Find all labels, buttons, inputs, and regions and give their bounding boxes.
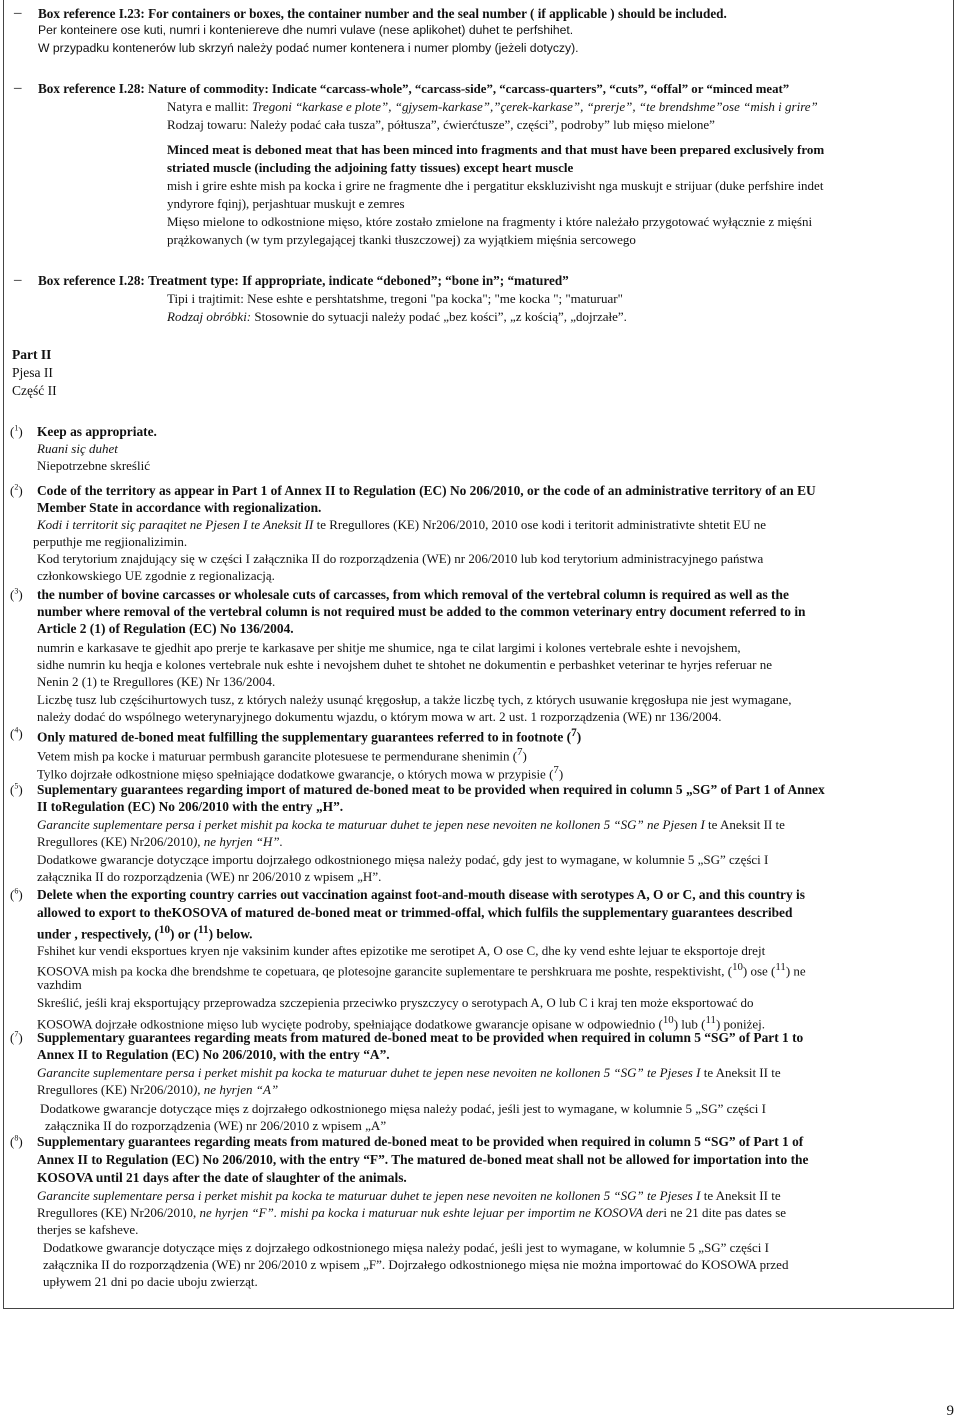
footnote-3-sq-3: Nenin 2 (1) te Rregullores (KE) Nr 136/2004. bbox=[37, 674, 276, 689]
footnote-4-sq: Vetem mish pa kocke i maturuar permbush garancite plotesuese te permendurane shenimin ($^7$) bbox=[37, 746, 527, 764]
footnote-2-pl-1: Kod terytorium znajdujący się w części I załącznika II do rozporządzenia (WE) nr 206/2010 lub kod terytorium administracyjnego państwa bbox=[37, 551, 764, 566]
footnote-6-sq-1: Fshihet kur vendi eksportues kryen nje vaksinim kunder aftes epizotike me serotipet A, O ose C, dhe ky vend eshte lejuar te eksportoje drejt bbox=[37, 943, 766, 958]
box-i28-treatment-sq: Tipi i trajtimit: Nese eshte e pershtatshme, tregoni "pa kocka"; "me kocka "; "maturuar" bbox=[167, 291, 623, 306]
box-i28-treatment-heading: Box reference I.28: Treatment type: If appropriate, indicate “deboned”; “bone in”; “matured” bbox=[38, 273, 569, 288]
box-i28-nature-sq: Natyra e mallit: Tregoni “karkase e plote”, “gjysem-karkase”,”çerek-karkase”, “prerje”, “te brendshme”ose “mish i grire” bbox=[167, 99, 818, 114]
footnote-4-en: Only matured de-boned meat fulfilling the supplementary guarantees referred to in footnote ($^7$) bbox=[37, 727, 582, 745]
box-i23-heading: Box reference I.23: For containers or boxes, the container number and the seal number ( if applicable ) should be included. bbox=[38, 6, 727, 21]
footnote-8-sq-3: therjes se kafsheve. bbox=[37, 1222, 139, 1237]
footnote-mark: ($^6$) bbox=[10, 886, 23, 902]
footnote-1-sq: Ruani siç duhet bbox=[37, 441, 118, 456]
box-i28-nature-pl: Rodzaj towaru: Należy podać cała tusza”, półtusza”, ćwierćtusze”, części”, podroby” lub mięso mielone” bbox=[167, 117, 715, 132]
footnote-8-en-1: Supplementary guarantees regarding meats from matured de-boned meat to be provided when required in column 5 “SG” of Part 1 of bbox=[37, 1134, 804, 1149]
footnote-mark: ($^4$) bbox=[10, 725, 23, 741]
bullet-dash: – bbox=[14, 272, 22, 288]
minced-meat-def-en-1: Minced meat is deboned meat that has been minced into fragments and that must have been prepared exclusively from bbox=[167, 142, 825, 157]
footnote-mark: ($^1$) bbox=[10, 423, 23, 439]
box-i23-sq: Per konteinere ose kuti, numri i kontenierеve dhe numri vulave (nese aplikohet) duhet te perfshihet. bbox=[38, 23, 574, 37]
footnote-6-en-1: Delete when the exporting country carries out vaccination against foot-and-mouth disease with serotypes A, O or C, and this country is bbox=[37, 887, 805, 902]
footnote-mark: ($^7$) bbox=[10, 1029, 23, 1045]
box-i28-treatment-pl: Rodzaj obróbki: Stosownie do sytuacji należy podać „bez kości”, „z kością”, „dojrzałe”. bbox=[167, 309, 627, 324]
footnote-5-sq-1: Garancite suplementare persa i perket mishit pa kocka te maturuar duhet te jepen nese nevoiten ne kollonen 5 “SG” ne Pjesen I te Aneksit II te bbox=[37, 817, 785, 832]
footnote-5-pl-1: Dodatkowe gwarancje dotyczące importu dojrzałego odkostnionego mięsa należy podać, gdy jest to wymagane, w kolumnie 5 „SG” części I bbox=[37, 852, 769, 867]
footnote-mark: ($^2$) bbox=[10, 482, 23, 498]
footnote-7-en-1: Supplementary guarantees regarding meats from matured de-boned meat to be provided when required in column 5 “SG” of Part 1 to bbox=[37, 1030, 804, 1045]
footnote-8-sq-1: Garancite suplementare persa i perket mishit pa kocka te maturuar duhet te jepen nese nevoiten ne kollonen 5 “SG” te Pjeses I te Aneksit II te bbox=[37, 1188, 781, 1203]
box-i23-pl: W przypadku kontenerów lub skrzyń należy podać numer kontenera i numer plomby (jeżeli dotyczy). bbox=[38, 41, 579, 55]
footnote-2-sq-1: Kodi i territorit siç paraqitet ne Pjesen I te Aneksit II te Rregullores (KE) Nr206/2010, 2010 ose kodi i teritorit administrativte shtetit EU ne bbox=[37, 517, 767, 532]
footnote-7-sq-2: Rregullores (KE) Nr206/2010), ne hyrjen “A” bbox=[37, 1082, 279, 1097]
footnote-3-en-1: the number of bovine carcasses or wholesale cuts of carcasses, from which removal of the vertebral column is required as well as the bbox=[37, 587, 789, 602]
footnote-1-en: Keep as appropriate. bbox=[37, 424, 157, 439]
footnote-8-pl-3: upływem 21 dni po dacie uboju zwierząt. bbox=[43, 1274, 258, 1289]
footnote-7-en-2: Annex II to Regulation (EC) No 206/2010, with the entry “A”. bbox=[37, 1047, 390, 1062]
part-ii-en: Part II bbox=[12, 347, 52, 362]
minced-meat-def-sq-1: mish i grire eshte mish pa kocka i grire ne fragmente dhe i pergatitur ekskluzivisht nga muskujt e strijuar (duke perfshire indet bbox=[167, 178, 824, 193]
minced-meat-def-pl-2: prążkowanych (w tym przylegającej tkanki tłuszczowej) za wyjątkiem mięśnia sercowego bbox=[167, 232, 636, 247]
footnote-1-pl: Niepotrzebne skreślić bbox=[37, 458, 150, 473]
footnote-3-pl-1: Liczbę tusz lub częścihurtowych tusz, z których należy usunąć kręgosłup, a także liczbę tych, z których usuwanie kręgosłupa nie jest wymagane, bbox=[37, 692, 792, 707]
footnote-2-en-1: Code of the territory as appear in Part 1 of Annex II to Regulation (EC) No 206/2010, or the code of an administrative territory of an EU bbox=[37, 483, 816, 498]
footnote-3-en-3: Article 2 (1) of Regulation (EC) No 136/2004. bbox=[37, 621, 294, 636]
footnote-8-pl-2: załącznika II do rozporządzenia (WE) nr 206/2010 z wpisem „F”. Dojrzałego odkostnionego mięsa nie można importować do KOSOWA przed bbox=[43, 1257, 789, 1272]
footnote-7-pl-2: załącznika II do rozporządzenia (WE) nr 206/2010 z wpisem „A” bbox=[45, 1118, 387, 1133]
footnote-5-sq-2: Rregullores (KE) Nr206/2010), ne hyrjen “H”. bbox=[37, 834, 283, 849]
footnote-2-sq-2: perputhje me regjionalizimin. bbox=[33, 534, 188, 549]
footnote-3-en-2: number where removal of the vertebral column is not required must be added to the common veterinary entry document referred to in bbox=[37, 604, 806, 619]
footnote-4-pl: Tylko dojrzałe odkostnione mięso spełniające dodatkowe gwarancje, o których mowa w przypisie ($^7$) bbox=[37, 764, 564, 782]
footnote-6-en-2: allowed to export to theKOSOVA of matured de-boned meat or trimmed-offal, which fulfils the supplementary guarantees described bbox=[37, 905, 793, 920]
minced-meat-def-pl-1: Mięso mielone to odkostnione mięso, które zostało zmielone na fragmenty i które należało przygotować wyłącznie z mięśni bbox=[167, 214, 813, 229]
footnote-mark: ($^5$) bbox=[10, 781, 23, 797]
footnote-8-en-2: Annex II to Regulation (EC) No 206/2010, with the entry “F”. The matured de-boned meat shall not be allowed for importation into the bbox=[37, 1152, 809, 1167]
bullet-dash: – bbox=[14, 5, 22, 21]
footnote-8-sq-2: Rregullores (KE) Nr206/2010, ne hyrjen “F”. mishi pa kocka i maturuar nuk eshte lejuar per importim ne KOSOVA deri ne 21 dite pas dates se bbox=[37, 1205, 787, 1220]
page-number: 9 bbox=[946, 1403, 954, 1419]
footnote-mark: ($^3$) bbox=[10, 586, 23, 602]
footnote-2-pl-2: członkowskiego UE zgodnie z regionalizacją. bbox=[37, 568, 275, 583]
footnote-6-sq-3: vazhdim bbox=[37, 977, 82, 992]
footnote-3-sq-2: sidhe numrin ku heqja e kolones vertebrale nuk eshte i nevojshem duhet te shtohet ne dokumentin e perbashket veterinar te hyrjes referuar ne bbox=[37, 657, 772, 672]
footnote-6-en-3: under , respectively, ($^{10}$) or ($^{11}$) below. bbox=[37, 924, 253, 942]
bullet-dash: – bbox=[14, 80, 22, 96]
footnote-5-pl-2: załącznika II do rozporządzenia (WE) nr 206/2010 z wpisem „H”. bbox=[37, 869, 382, 884]
box-i28-nature-heading: Box reference I.28: Nature of commodity: Indicate “carcass-whole”, “carcass-side”, “carcass-quarters”, “cuts”, “offal” or “minced meat” bbox=[38, 81, 790, 96]
footnote-8-pl-1: Dodatkowe gwarancje dotyczące mięs z dojrzałego odkostnionego mięsa należy podać, jeśli jest to wymagane, w kolumnie 5 „SG” części I bbox=[43, 1240, 769, 1255]
footnote-mark: ($^8$) bbox=[10, 1133, 23, 1149]
footnote-6-pl-2: KOSOWA dojrzałe odkostnione mięso lub wycięte podroby, spełniające dodatkowe gwarancje opisane w odpowiednio ($^{10}$) lub ($^{11}$) poniżej. bbox=[37, 1014, 766, 1032]
footnote-2-en-2: Member State in accordance with regionalization. bbox=[37, 500, 322, 515]
minced-meat-def-sq-2: yndyrore fqinj), perjashtuar muskujt e zemres bbox=[167, 196, 405, 211]
footnote-3-pl-2: należy dodać do wspólnego weterynaryjnego dokumentu wjazdu, o którym mowa w art. 2 ust. 1 rozporządzenia (WE) nr 136/2004. bbox=[37, 709, 722, 724]
minced-meat-def-en-2: striated muscle (including the adjoining fatty tissues) except heart muscle bbox=[167, 160, 574, 175]
footnote-7-sq-1: Garancite suplementare persa i perket mishit pa kocka te maturuar duhet te jepen nese nevoiten ne kollonen 5 “SG” te Pjeses I te Aneksit II te bbox=[37, 1065, 781, 1080]
footnote-5-en-1: Suplementary guarantees regarding import of matured de-boned meat to be provided when required in column 5 „SG” of Part 1 of Annex bbox=[37, 782, 825, 797]
footnote-7-pl-1: Dodatkowe gwarancje dotyczące mięs z dojrzałego odkostnionego mięsa należy podać, jeśli jest to wymagane, w kolumnie 5 „SG” części I bbox=[40, 1101, 766, 1116]
part-ii-pl: Część II bbox=[12, 383, 57, 398]
footnote-5-en-2: II toRegulation (EC) No 206/2010 with the entry „H”. bbox=[37, 799, 344, 814]
footnote-8-en-3: KOSOVA until 21 days after the date of slaughter of the animals. bbox=[37, 1170, 407, 1185]
footnote-6-sq-2: KOSOVA mish pa kocka dhe brendshme te copetuara, qe plotesojne garancite suplementare te pershkruara me poshte, respektivisht, ($^{10}$) ose ($^{11}$) ne bbox=[37, 961, 806, 979]
footnote-3-sq-1: numrin e karkasave te gjedhit apo prerje te karkasave per shitje me shumice, nga te cilat largimi i kolones vertebrale eshte i nevojshem, bbox=[37, 640, 741, 655]
part-ii-sq: Pjesa II bbox=[12, 365, 53, 380]
footnote-6-pl-1: Skreślić, jeśli kraj eksportujący przeprowadza szczepienia przeciwko pryszczycy o serotypach A, O lub C i kraj ten może eksportować do bbox=[37, 995, 754, 1010]
